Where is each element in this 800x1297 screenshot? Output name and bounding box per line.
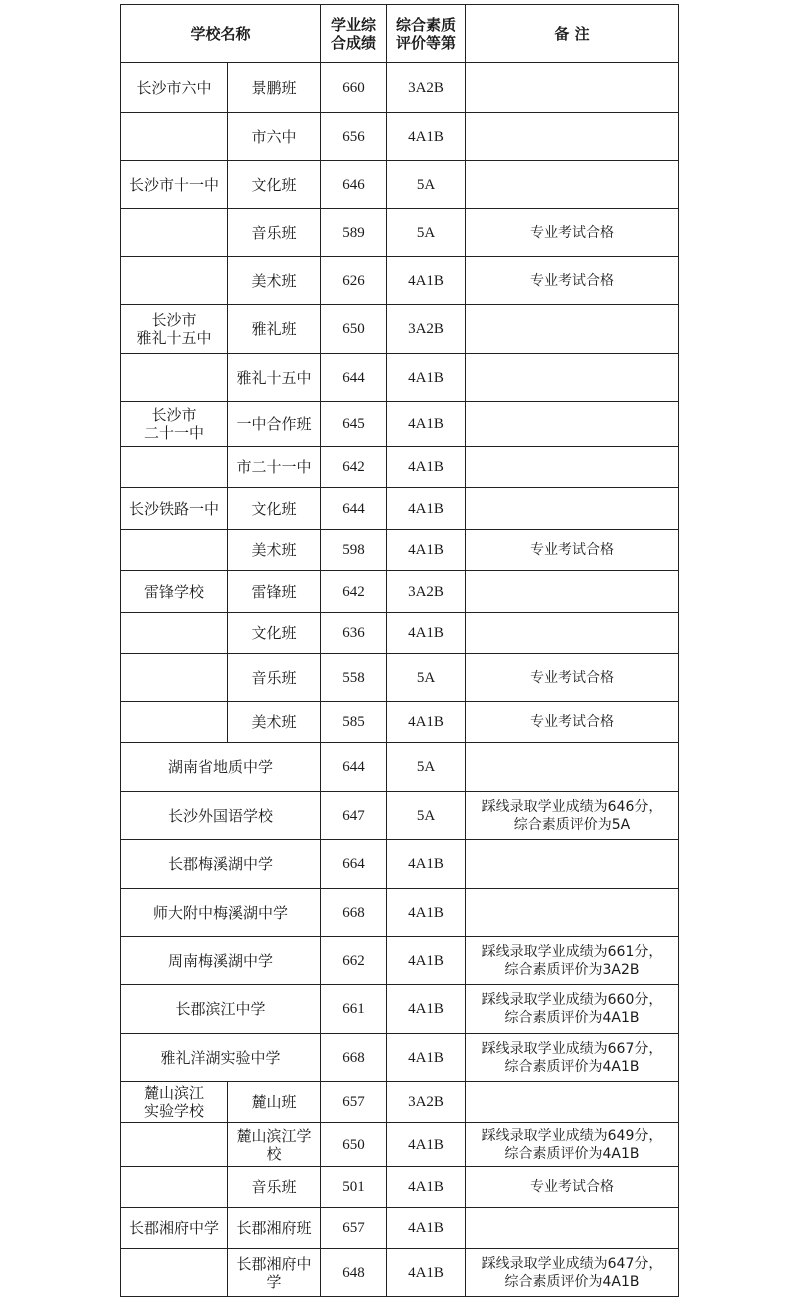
school-name-cell <box>121 209 228 257</box>
score-cell: 661 <box>321 985 387 1034</box>
grade-cell: 5A <box>387 209 466 257</box>
table-row <box>121 257 679 305</box>
school-name-cell: 师大附中梅溪湖中学 <box>121 889 321 937</box>
header-score: 学业综 合成绩 <box>321 5 387 63</box>
grade-cell: 4A1B <box>387 613 466 654</box>
score-cell: 501 <box>321 1167 387 1208</box>
table-row <box>121 1034 679 1082</box>
table-row <box>121 447 679 488</box>
class-name-cell: 长郡湘府中 学 <box>228 1249 321 1297</box>
note-cell <box>466 488 679 530</box>
score-cell: 642 <box>321 447 387 488</box>
table-row <box>121 937 679 985</box>
note-cell <box>466 354 679 402</box>
school-name-cell: 长沙市十一中 <box>121 161 228 209</box>
note-cell: 专业考试合格 <box>466 654 679 702</box>
school-name-cell <box>121 1123 228 1167</box>
class-name-cell: 文化班 <box>228 488 321 530</box>
score-cell: 644 <box>321 743 387 792</box>
grade-cell: 5A <box>387 792 466 840</box>
grade-cell: 4A1B <box>387 1167 466 1208</box>
school-name-cell: 长郡滨江中学 <box>121 985 321 1034</box>
school-name-cell <box>121 447 228 488</box>
note-cell <box>466 447 679 488</box>
school-name-cell <box>121 354 228 402</box>
grade-cell: 4A1B <box>387 1034 466 1082</box>
class-name-cell: 音乐班 <box>228 209 321 257</box>
score-cell: 668 <box>321 1034 387 1082</box>
class-name-cell: 雅礼班 <box>228 305 321 354</box>
score-cell: 598 <box>321 530 387 571</box>
note-cell <box>466 1082 679 1123</box>
score-cell: 657 <box>321 1082 387 1123</box>
grade-cell: 3A2B <box>387 305 466 354</box>
school-name-cell: 雷锋学校 <box>121 571 228 613</box>
note-cell <box>466 305 679 354</box>
school-name-cell: 长沙市 二十一中 <box>121 402 228 447</box>
grade-cell: 5A <box>387 743 466 792</box>
school-name-cell: 雅礼洋湖实验中学 <box>121 1034 321 1082</box>
school-name-cell: 长郡梅溪湖中学 <box>121 840 321 889</box>
table-row <box>121 530 679 571</box>
note-cell <box>466 1208 679 1249</box>
grade-cell: 4A1B <box>387 113 466 161</box>
class-name-cell: 景鹏班 <box>228 63 321 113</box>
note-cell: 专业考试合格 <box>466 530 679 571</box>
class-name-cell: 长郡湘府班 <box>228 1208 321 1249</box>
note-cell: 踩线录取学业成绩为660分， 综合素质评价为4A1B <box>466 985 679 1034</box>
grade-cell: 4A1B <box>387 985 466 1034</box>
school-name-cell <box>121 613 228 654</box>
header-school: 学校名称 <box>121 5 321 63</box>
class-name-cell: 美术班 <box>228 257 321 305</box>
grade-cell: 3A2B <box>387 63 466 113</box>
class-name-cell: 市六中 <box>228 113 321 161</box>
grade-cell: 4A1B <box>387 402 466 447</box>
table-row <box>121 985 679 1034</box>
score-cell: 664 <box>321 840 387 889</box>
score-cell: 626 <box>321 257 387 305</box>
note-cell: 专业考试合格 <box>466 1167 679 1208</box>
table-row <box>121 1167 679 1208</box>
class-name-cell: 麓山班 <box>228 1082 321 1123</box>
school-name-cell <box>121 1167 228 1208</box>
grade-cell: 4A1B <box>387 530 466 571</box>
school-name-cell: 长沙市六中 <box>121 63 228 113</box>
grade-cell: 4A1B <box>387 354 466 402</box>
class-name-cell: 美术班 <box>228 702 321 743</box>
grade-cell: 4A1B <box>387 1123 466 1167</box>
class-name-cell: 音乐班 <box>228 1167 321 1208</box>
table-row <box>121 840 679 889</box>
table-row <box>121 354 679 402</box>
score-cell: 657 <box>321 1208 387 1249</box>
score-cell: 646 <box>321 161 387 209</box>
class-name-cell: 市二十一中 <box>228 447 321 488</box>
grade-cell: 4A1B <box>387 889 466 937</box>
score-cell: 585 <box>321 702 387 743</box>
note-cell: 踩线录取学业成绩为649分， 综合素质评价为4A1B <box>466 1123 679 1167</box>
grade-cell: 3A2B <box>387 571 466 613</box>
score-cell: 645 <box>321 402 387 447</box>
school-name-cell <box>121 530 228 571</box>
table-row <box>121 63 679 113</box>
grade-cell: 4A1B <box>387 937 466 985</box>
table-row <box>121 613 679 654</box>
school-name-cell <box>121 702 228 743</box>
score-cell: 662 <box>321 937 387 985</box>
grade-cell: 5A <box>387 161 466 209</box>
school-name-cell <box>121 654 228 702</box>
school-name-cell <box>121 1249 228 1297</box>
class-name-cell: 一中合作班 <box>228 402 321 447</box>
table-row <box>121 488 679 530</box>
score-cell: 642 <box>321 571 387 613</box>
score-cell: 656 <box>321 113 387 161</box>
header-grade: 综合素质 评价等第 <box>387 5 466 63</box>
table-row <box>121 209 679 257</box>
class-name-cell: 文化班 <box>228 161 321 209</box>
note-cell: 踩线录取学业成绩为667分， 综合素质评价为4A1B <box>466 1034 679 1082</box>
grade-cell: 4A1B <box>387 1249 466 1297</box>
grade-cell: 4A1B <box>387 488 466 530</box>
score-cell: 650 <box>321 1123 387 1167</box>
table-row <box>121 654 679 702</box>
note-cell <box>466 113 679 161</box>
grade-cell: 4A1B <box>387 1208 466 1249</box>
score-cell: 589 <box>321 209 387 257</box>
table-row <box>121 743 679 792</box>
score-cell: 648 <box>321 1249 387 1297</box>
score-cell: 644 <box>321 488 387 530</box>
note-cell: 踩线录取学业成绩为647分， 综合素质评价为4A1B <box>466 1249 679 1297</box>
table-row <box>121 161 679 209</box>
score-cell: 636 <box>321 613 387 654</box>
note-cell <box>466 743 679 792</box>
table-row <box>121 1082 679 1123</box>
score-cell: 647 <box>321 792 387 840</box>
grade-cell: 3A2B <box>387 1082 466 1123</box>
table-row <box>121 113 679 161</box>
note-cell: 专业考试合格 <box>466 702 679 743</box>
table-row <box>121 889 679 937</box>
header-note: 备 注 <box>466 5 679 63</box>
school-name-cell: 长沙铁路一中 <box>121 488 228 530</box>
note-cell: 踩线录取学业成绩为646分， 综合素质评价为5A <box>466 792 679 840</box>
score-cell: 668 <box>321 889 387 937</box>
note-cell <box>466 63 679 113</box>
grade-cell: 4A1B <box>387 840 466 889</box>
class-name-cell: 雅礼十五中 <box>228 354 321 402</box>
table-row <box>121 402 679 447</box>
score-cell: 558 <box>321 654 387 702</box>
note-cell <box>466 402 679 447</box>
class-name-cell: 文化班 <box>228 613 321 654</box>
admission-score-table <box>120 4 679 1297</box>
table-row <box>121 702 679 743</box>
school-name-cell: 湖南省地质中学 <box>121 743 321 792</box>
table-row <box>121 1249 679 1297</box>
note-cell <box>466 840 679 889</box>
table-row <box>121 1123 679 1167</box>
note-cell <box>466 889 679 937</box>
score-cell: 660 <box>321 63 387 113</box>
school-name-cell: 长沙外国语学校 <box>121 792 321 840</box>
class-name-cell: 雷锋班 <box>228 571 321 613</box>
class-name-cell: 美术班 <box>228 530 321 571</box>
grade-cell: 4A1B <box>387 257 466 305</box>
grade-cell: 5A <box>387 654 466 702</box>
school-name-cell: 周南梅溪湖中学 <box>121 937 321 985</box>
note-cell <box>466 571 679 613</box>
score-cell: 644 <box>321 354 387 402</box>
grade-cell: 4A1B <box>387 702 466 743</box>
table-row <box>121 792 679 840</box>
grade-cell: 4A1B <box>387 447 466 488</box>
school-name-cell: 长沙市 雅礼十五中 <box>121 305 228 354</box>
header-row <box>121 5 679 63</box>
school-name-cell: 长郡湘府中学 <box>121 1208 228 1249</box>
note-cell <box>466 161 679 209</box>
table-row <box>121 305 679 354</box>
school-name-cell <box>121 113 228 161</box>
note-cell: 专业考试合格 <box>466 209 679 257</box>
class-name-cell: 音乐班 <box>228 654 321 702</box>
table-row <box>121 571 679 613</box>
school-name-cell <box>121 257 228 305</box>
class-name-cell: 麓山滨江学 校 <box>228 1123 321 1167</box>
school-name-cell: 麓山滨江 实验学校 <box>121 1082 228 1123</box>
note-cell <box>466 613 679 654</box>
score-cell: 650 <box>321 305 387 354</box>
note-cell: 踩线录取学业成绩为661分， 综合素质评价为3A2B <box>466 937 679 985</box>
table-row <box>121 1208 679 1249</box>
note-cell: 专业考试合格 <box>466 257 679 305</box>
